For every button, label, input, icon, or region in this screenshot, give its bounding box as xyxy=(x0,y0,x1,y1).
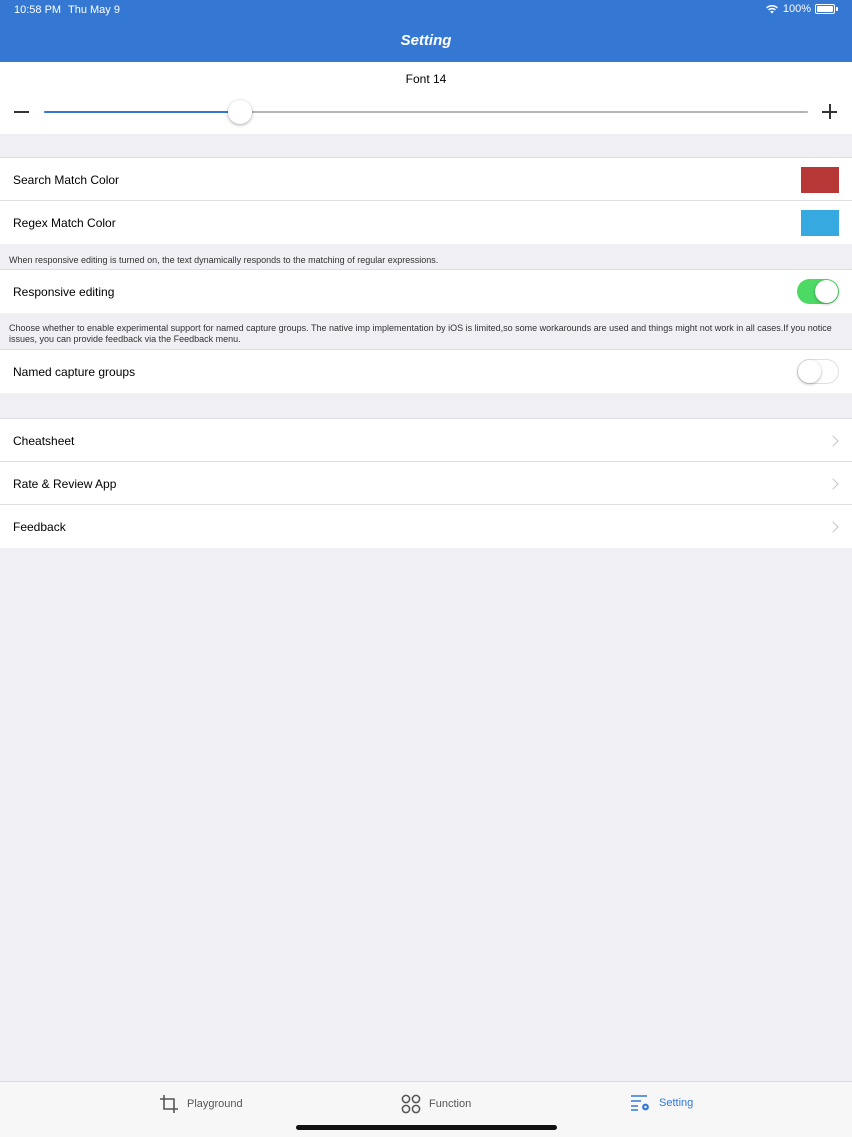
responsive-editing-row xyxy=(0,269,852,313)
feedback-label: Feedback xyxy=(13,519,66,534)
grid-circles-icon xyxy=(401,1094,421,1114)
search-match-color-row[interactable] xyxy=(0,157,852,201)
slider-thumb[interactable] xyxy=(228,100,252,124)
battery-icon xyxy=(815,4,835,14)
wifi-icon xyxy=(765,4,779,14)
page-title: Setting xyxy=(400,32,452,49)
responsive-editing-note: When responsive editing is turned on, the text dynamically responds to the matching of regular expressions. xyxy=(9,255,439,265)
status-indicators xyxy=(765,3,838,15)
regex-match-color-label: Regex Match Color xyxy=(13,215,116,230)
named-capture-groups-row xyxy=(0,349,852,393)
status-date: Thu May 9 xyxy=(68,4,120,16)
tab-setting-label: Setting xyxy=(659,1097,694,1109)
chevron-right-icon xyxy=(827,478,838,489)
home-indicator xyxy=(296,1125,557,1130)
tab-setting[interactable] xyxy=(630,1094,693,1112)
feedback-row[interactable] xyxy=(0,504,852,548)
named-capture-groups-toggle[interactable] xyxy=(797,359,839,384)
search-match-color-label: Search Match Color xyxy=(13,172,120,187)
chevron-right-icon xyxy=(827,521,838,532)
cheatsheet-row[interactable] xyxy=(0,418,852,462)
font-size-label: Font 14 xyxy=(405,72,447,86)
minus-icon[interactable] xyxy=(14,111,29,113)
regex-match-color-row[interactable] xyxy=(0,200,852,244)
toggle-knob xyxy=(815,280,838,303)
rate-review-row[interactable] xyxy=(0,461,852,505)
tab-function-label: Function xyxy=(429,1098,472,1110)
battery-percent: 100% xyxy=(782,3,811,15)
settings-list-icon xyxy=(630,1094,651,1112)
cheatsheet-label: Cheatsheet xyxy=(13,433,75,448)
plus-icon[interactable] xyxy=(822,104,837,119)
tab-playground-label: Playground xyxy=(187,1098,243,1110)
tab-playground[interactable] xyxy=(159,1094,243,1114)
named-capture-groups-label: Named capture groups xyxy=(13,364,136,379)
responsive-editing-label: Responsive editing xyxy=(13,284,115,299)
navigation-bar xyxy=(0,0,852,62)
responsive-editing-toggle[interactable] xyxy=(797,279,839,304)
regex-match-color-swatch[interactable] xyxy=(801,210,839,236)
slider-fill xyxy=(44,111,240,113)
battery-cap xyxy=(836,7,838,11)
toggle-knob xyxy=(798,360,821,383)
rate-review-label: Rate & Review App xyxy=(13,476,117,491)
status-time: 10:58 PM xyxy=(14,4,62,16)
search-match-color-swatch[interactable] xyxy=(801,167,839,193)
tab-function[interactable] xyxy=(401,1094,471,1114)
named-groups-note: Choose whether to enable experimental support for named capture groups. The native imp implementation by iOS is limited,so some workarounds are used and things might not work in all cases.If you notice issues, you can provide feedback via the Feedback menu. xyxy=(9,323,832,344)
font-size-section xyxy=(0,62,852,134)
font-size-slider[interactable] xyxy=(44,111,808,113)
chevron-right-icon xyxy=(827,435,838,446)
crop-icon xyxy=(159,1094,179,1114)
